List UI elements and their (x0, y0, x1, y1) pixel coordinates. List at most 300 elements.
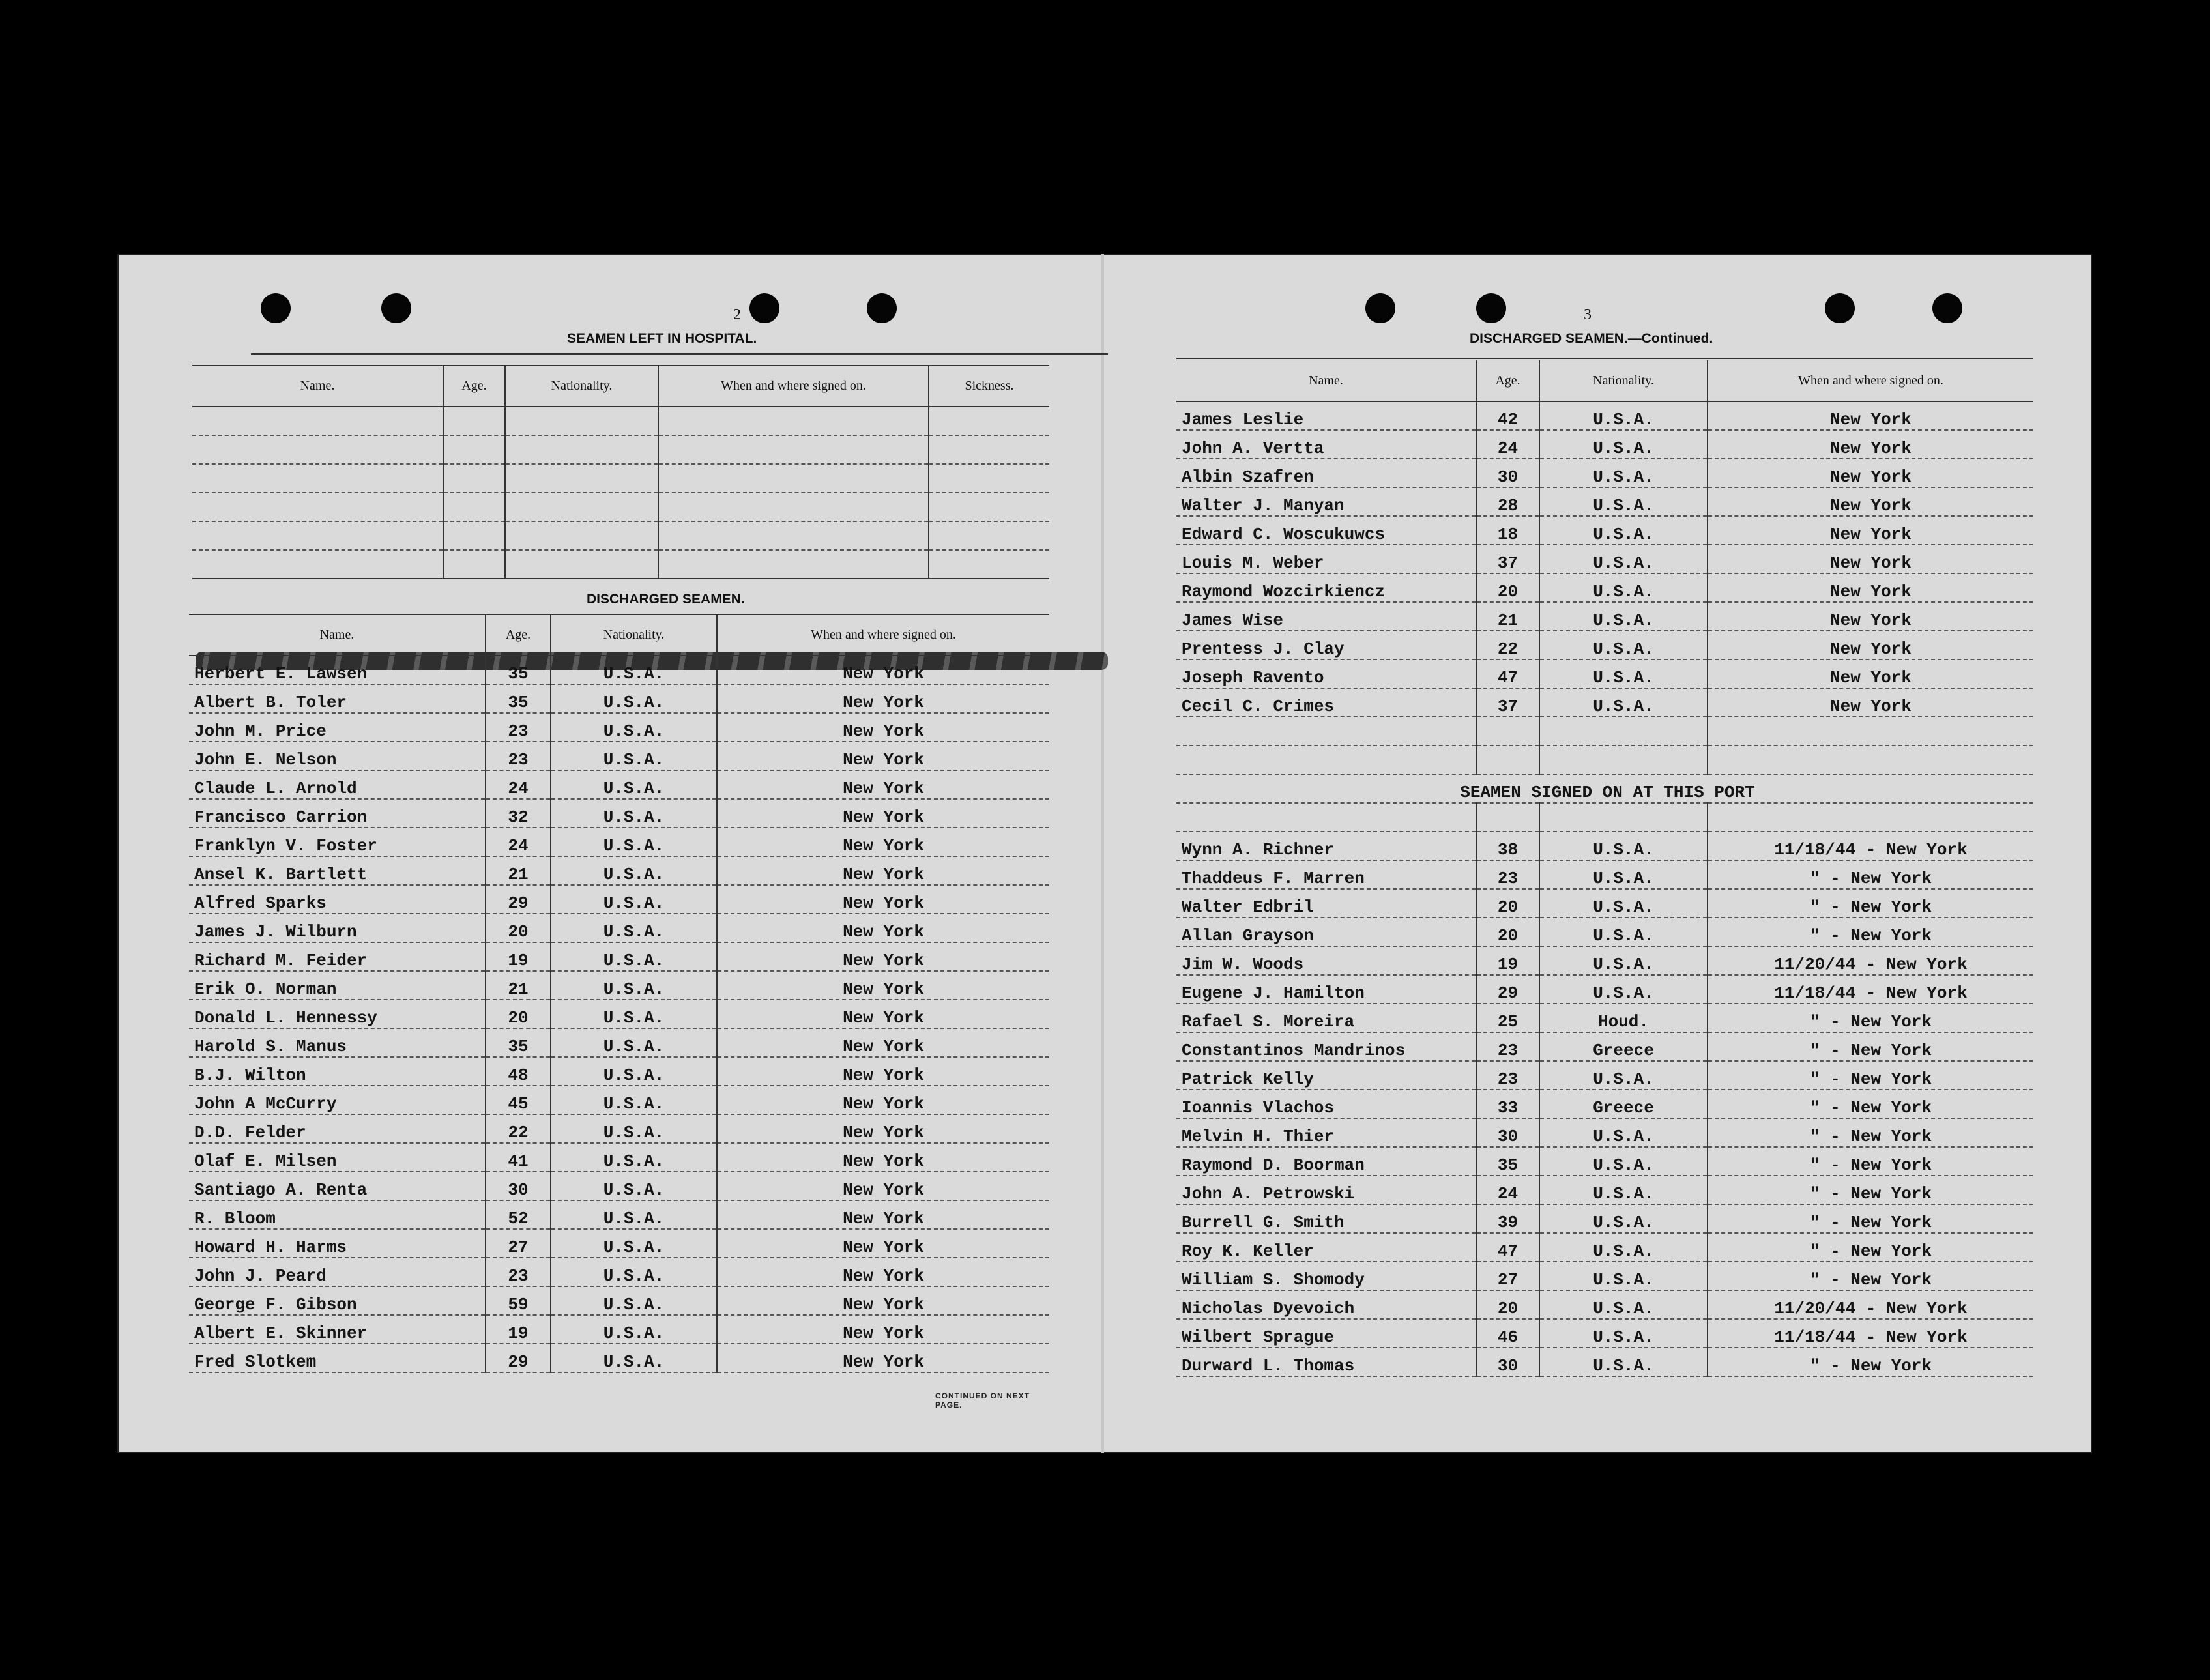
name-cell: Ioannis Vlachos (1176, 1090, 1476, 1118)
nationality-cell: U.S.A. (551, 971, 717, 1000)
name-cell: Cecil C. Crimes (1176, 688, 1476, 717)
age-cell: 20 (486, 914, 551, 942)
signed-on-cell: " - New York (1708, 1090, 2033, 1118)
age-cell (443, 464, 505, 493)
nationality-cell: U.S.A. (1539, 1262, 1708, 1290)
nationality-cell: U.S.A. (1539, 487, 1708, 516)
signed-on-cell: New York (717, 1086, 1049, 1114)
blank-cell (1176, 717, 1476, 746)
nationality-cell: U.S.A. (1539, 430, 1708, 459)
nationality-cell: U.S.A. (1539, 975, 1708, 1004)
nationality-cell: U.S.A. (551, 1172, 717, 1200)
table-row (1176, 459, 2033, 487)
age-cell: 23 (486, 1258, 551, 1286)
nationality-cell: U.S.A. (551, 1057, 717, 1086)
nationality-cell: U.S.A. (551, 799, 717, 828)
nationality-cell: U.S.A. (1539, 688, 1708, 717)
age-cell: 59 (486, 1286, 551, 1315)
column-header: Nationality. (505, 365, 658, 407)
name-cell: John A. Vertta (1176, 430, 1476, 459)
age-cell: 25 (1476, 1004, 1539, 1032)
signed-on-cell: " - New York (1708, 1176, 2033, 1204)
table-row (189, 914, 1049, 942)
column-header: Sickness. (929, 365, 1049, 407)
table-row (1176, 832, 2033, 860)
table-row (1176, 1176, 2033, 1204)
name-cell: John A. Petrowski (1176, 1176, 1476, 1204)
age-cell: 21 (486, 856, 551, 885)
table-row (1176, 688, 2033, 717)
signed-on-cell (658, 493, 929, 521)
age-cell: 20 (1476, 573, 1539, 602)
nationality-cell: U.S.A. (1539, 860, 1708, 889)
table-row (192, 550, 1049, 579)
signed-on-cell: New York (717, 942, 1049, 971)
signed-on-cell: New York (717, 799, 1049, 828)
age-cell: 23 (1476, 1061, 1539, 1090)
nationality-cell: U.S.A. (551, 684, 717, 713)
age-cell: 24 (1476, 430, 1539, 459)
nationality-cell: U.S.A. (1539, 1290, 1708, 1319)
nationality-cell: U.S.A. (551, 1200, 717, 1229)
table-row (1176, 889, 2033, 918)
nationality-cell (505, 435, 658, 464)
column-header: Name. (189, 614, 486, 656)
signed-on-cell: " - New York (1708, 1348, 2033, 1376)
page-fold (1101, 254, 1104, 1453)
age-cell: 20 (486, 1000, 551, 1028)
table-row (189, 1114, 1049, 1143)
table-row (1176, 1147, 2033, 1176)
name-cell: Patrick Kelly (1176, 1061, 1476, 1090)
name-cell: Albin Szafren (1176, 459, 1476, 487)
age-cell: 28 (1476, 487, 1539, 516)
signed-on-cell: New York (717, 656, 1049, 684)
age-cell (443, 493, 505, 521)
name-cell: Harold S. Manus (189, 1028, 486, 1057)
signed-on-cell: 11/20/44 - New York (1708, 1290, 2033, 1319)
age-cell: 21 (486, 971, 551, 1000)
blank-cell (1176, 746, 1476, 774)
table-row (1176, 1004, 2033, 1032)
nationality-cell: U.S.A. (1539, 573, 1708, 602)
table-row (1176, 659, 2033, 688)
name-cell: Ansel K. Bartlett (189, 856, 486, 885)
name-cell: Donald L. Hennessy (189, 1000, 486, 1028)
blank-cell (1539, 746, 1708, 774)
blank-cell (1708, 803, 2033, 832)
column-header: Nationality. (551, 614, 717, 656)
age-cell: 23 (486, 713, 551, 742)
name-cell: Walter J. Manyan (1176, 487, 1476, 516)
name-cell (192, 435, 443, 464)
name-cell: Roy K. Keller (1176, 1233, 1476, 1262)
hospital-section-title: SEAMEN LEFT IN HOSPITAL. (567, 331, 757, 346)
age-cell (443, 407, 505, 435)
table-row (189, 770, 1049, 799)
sickness-cell (929, 493, 1049, 521)
age-cell: 29 (486, 1344, 551, 1372)
name-cell: Joseph Ravento (1176, 659, 1476, 688)
signed-on-cell: 11/20/44 - New York (1708, 946, 2033, 975)
blank-cell (1539, 803, 1708, 832)
sickness-cell (929, 550, 1049, 579)
table-row (1176, 631, 2033, 659)
name-cell (192, 464, 443, 493)
table-row (189, 1086, 1049, 1114)
signed-on-cell: New York (1708, 545, 2033, 573)
nationality-cell: U.S.A. (1539, 1348, 1708, 1376)
signed-on-cell: " - New York (1708, 1061, 2033, 1090)
name-cell: Rafael S. Moreira (1176, 1004, 1476, 1032)
blank-cell (1539, 717, 1708, 746)
table-row (1176, 1319, 2033, 1348)
nationality-cell: U.S.A. (1539, 918, 1708, 946)
nationality-cell: U.S.A. (551, 1229, 717, 1258)
table-row (1176, 860, 2033, 889)
name-cell: William S. Shomody (1176, 1262, 1476, 1290)
name-cell: Edward C. Woscukuwcs (1176, 516, 1476, 545)
table-row (192, 493, 1049, 521)
blank-cell (1476, 746, 1539, 774)
signed-on-cell: New York (1708, 688, 2033, 717)
nationality-cell: U.S.A. (1539, 516, 1708, 545)
nationality-cell: U.S.A. (551, 856, 717, 885)
nationality-cell: U.S.A. (551, 1086, 717, 1114)
table-row (1176, 1290, 2033, 1319)
age-cell: 19 (486, 1315, 551, 1344)
name-cell: Francisco Carrion (189, 799, 486, 828)
table-row (189, 656, 1049, 684)
signed-on-cell: New York (717, 971, 1049, 1000)
signed-on-cell: New York (717, 770, 1049, 799)
signed-on-cell: New York (717, 1344, 1049, 1372)
nationality-cell: Greece (1539, 1032, 1708, 1061)
nationality-cell: U.S.A. (1539, 545, 1708, 573)
signed-on-cell: New York (717, 742, 1049, 770)
name-cell: Jim W. Woods (1176, 946, 1476, 975)
table-row (189, 942, 1049, 971)
signed-on-cell (658, 435, 929, 464)
page-number: 2 (733, 306, 741, 323)
signed-on-cell (658, 464, 929, 493)
name-cell: Santiago A. Renta (189, 1172, 486, 1200)
column-header: Age. (486, 614, 551, 656)
name-cell: D.D. Felder (189, 1114, 486, 1143)
name-cell: James Wise (1176, 602, 1476, 631)
sickness-cell (929, 464, 1049, 493)
name-cell: Constantinos Mandrinos (1176, 1032, 1476, 1061)
name-cell: Alfred Sparks (189, 885, 486, 914)
table-row (189, 885, 1049, 914)
name-cell: Franklyn V. Foster (189, 828, 486, 856)
name-cell: James Leslie (1176, 401, 1476, 430)
age-cell: 37 (1476, 688, 1539, 717)
age-cell: 48 (486, 1057, 551, 1086)
name-cell: James J. Wilburn (189, 914, 486, 942)
table-row (189, 1258, 1049, 1286)
name-cell: Melvin H. Thier (1176, 1118, 1476, 1147)
name-cell: John A McCurry (189, 1086, 486, 1114)
nationality-cell: U.S.A. (1539, 459, 1708, 487)
name-cell: Richard M. Feider (189, 942, 486, 971)
name-cell: Wynn A. Richner (1176, 832, 1476, 860)
sickness-cell (929, 407, 1049, 435)
signed-on-cell: 11/18/44 - New York (1708, 975, 2033, 1004)
age-cell: 32 (486, 799, 551, 828)
signed-on-cell: " - New York (1708, 918, 2033, 946)
nationality-cell: U.S.A. (1539, 631, 1708, 659)
signed-on-cell: 11/18/44 - New York (1708, 1319, 2033, 1348)
name-cell (192, 521, 443, 550)
age-cell: 29 (486, 885, 551, 914)
signed-on-cell: New York (1708, 401, 2033, 430)
table-row (189, 1286, 1049, 1315)
signed-on-heading: SEAMEN SIGNED ON AT THIS PORT (1176, 774, 2033, 803)
name-cell: Nicholas Dyevoich (1176, 1290, 1476, 1319)
table-row (1176, 1118, 2033, 1147)
signed-on-cell: " - New York (1708, 1204, 2033, 1233)
age-cell: 46 (1476, 1319, 1539, 1348)
nationality-cell: U.S.A. (1539, 1233, 1708, 1262)
column-header: Nationality. (1539, 360, 1708, 402)
name-cell (192, 407, 443, 435)
blank-cell (1708, 717, 2033, 746)
blank-cell (1176, 803, 1476, 832)
nationality-cell: U.S.A. (551, 828, 717, 856)
signed-on-cell: " - New York (1708, 1118, 2033, 1147)
table-row (189, 1200, 1049, 1229)
table-row (1176, 918, 2033, 946)
signed-on-cell: New York (717, 1114, 1049, 1143)
nationality-cell: U.S.A. (1539, 889, 1708, 918)
table-row (1176, 573, 2033, 602)
nationality-cell: U.S.A. (1539, 401, 1708, 430)
discharged-table (189, 613, 1049, 1373)
age-cell: 47 (1476, 1233, 1539, 1262)
name-cell: Howard H. Harms (189, 1229, 486, 1258)
column-header: Age. (1476, 360, 1539, 402)
age-cell: 30 (1476, 459, 1539, 487)
blank-row (1176, 803, 2033, 832)
table-row (189, 1344, 1049, 1372)
name-cell: Burrell G. Smith (1176, 1204, 1476, 1233)
nationality-cell (505, 464, 658, 493)
name-cell (192, 493, 443, 521)
table-row (1176, 1061, 2033, 1090)
age-cell: 33 (1476, 1090, 1539, 1118)
signed-on-heading-row (1176, 774, 2033, 803)
signed-on-cell: " - New York (1708, 1004, 2033, 1032)
punch-hole (1825, 293, 1855, 323)
age-cell: 45 (486, 1086, 551, 1114)
signed-on-cell: New York (717, 1258, 1049, 1286)
table-row (1176, 1032, 2033, 1061)
blank-cell (1476, 803, 1539, 832)
divider (251, 353, 1108, 355)
nationality-cell: U.S.A. (1539, 1147, 1708, 1176)
name-cell: Albert E. Skinner (189, 1315, 486, 1344)
punch-hole (749, 293, 779, 323)
name-cell: B.J. Wilton (189, 1057, 486, 1086)
column-header: Name. (192, 365, 443, 407)
nationality-cell: U.S.A. (1539, 602, 1708, 631)
table-row (189, 856, 1049, 885)
age-cell: 41 (486, 1143, 551, 1172)
age-cell: 23 (486, 742, 551, 770)
table-row (1176, 401, 2033, 430)
signed-on-cell: New York (717, 1172, 1049, 1200)
signed-on-cell: " - New York (1708, 1262, 2033, 1290)
column-header: Age. (443, 365, 505, 407)
signed-on-cell: " - New York (1708, 1233, 2033, 1262)
age-cell: 21 (1476, 602, 1539, 631)
signed-on-cell: New York (1708, 631, 2033, 659)
table-row (189, 1000, 1049, 1028)
nationality-cell: U.S.A. (1539, 946, 1708, 975)
signed-on-cell: New York (1708, 659, 2033, 688)
table-row (1176, 946, 2033, 975)
discharged-continued-table (1176, 358, 2033, 1377)
name-cell: Claude L. Arnold (189, 770, 486, 799)
blank-row (1176, 717, 2033, 746)
column-header: When and where signed on. (717, 614, 1049, 656)
name-cell: R. Bloom (189, 1200, 486, 1229)
signed-on-cell: New York (1708, 487, 2033, 516)
signed-on-cell: New York (1708, 602, 2033, 631)
sickness-cell (929, 435, 1049, 464)
name-cell: Fred Slotkem (189, 1344, 486, 1372)
name-cell: Thaddeus F. Marren (1176, 860, 1476, 889)
signed-on-cell: " - New York (1708, 1147, 2033, 1176)
continued-note: CONTINUED ON NEXT PAGE. (935, 1391, 1030, 1410)
table-row (1176, 516, 2033, 545)
signed-on-cell (658, 407, 929, 435)
punch-hole (867, 293, 897, 323)
nationality-cell: U.S.A. (551, 1344, 717, 1372)
table-row (1176, 1090, 2033, 1118)
signed-on-cell: " - New York (1708, 1032, 2033, 1061)
nationality-cell: U.S.A. (551, 1114, 717, 1143)
punch-hole (261, 293, 291, 323)
signed-on-cell: New York (717, 1057, 1049, 1086)
table-row (1176, 1233, 2033, 1262)
name-cell: Raymond D. Boorman (1176, 1147, 1476, 1176)
nationality-cell: U.S.A. (551, 914, 717, 942)
table-row (189, 799, 1049, 828)
nationality-cell: U.S.A. (1539, 1204, 1708, 1233)
nationality-cell: U.S.A. (551, 1258, 717, 1286)
table-row (1176, 1262, 2033, 1290)
signed-on-cell: " - New York (1708, 860, 2033, 889)
table-row (1176, 430, 2033, 459)
name-cell: Prentess J. Clay (1176, 631, 1476, 659)
age-cell: 52 (486, 1200, 551, 1229)
nationality-cell: U.S.A. (551, 742, 717, 770)
age-cell: 35 (486, 656, 551, 684)
table-row (1176, 602, 2033, 631)
name-cell: George F. Gibson (189, 1286, 486, 1315)
sickness-cell (929, 521, 1049, 550)
name-cell (192, 550, 443, 579)
nationality-cell: Greece (1539, 1090, 1708, 1118)
table-row (1176, 487, 2033, 516)
nationality-cell: U.S.A. (551, 1028, 717, 1057)
age-cell: 35 (486, 1028, 551, 1057)
age-cell: 38 (1476, 832, 1539, 860)
signed-on-cell: New York (1708, 430, 2033, 459)
table-row (189, 828, 1049, 856)
name-cell: Raymond Wozcirkiencz (1176, 573, 1476, 602)
age-cell: 30 (486, 1172, 551, 1200)
signed-on-cell: New York (717, 713, 1049, 742)
blank-cell (1708, 746, 2033, 774)
nationality-cell (505, 521, 658, 550)
name-cell: Wilbert Sprague (1176, 1319, 1476, 1348)
age-cell (443, 521, 505, 550)
age-cell: 19 (486, 942, 551, 971)
punch-hole (1365, 293, 1395, 323)
name-cell: John M. Price (189, 713, 486, 742)
nationality-cell: U.S.A. (1539, 1319, 1708, 1348)
table-row (1176, 1204, 2033, 1233)
punch-hole (1932, 293, 1962, 323)
nationality-cell: U.S.A. (1539, 832, 1708, 860)
name-cell: Herbert E. Lawsen (189, 656, 486, 684)
blank-cell (1476, 717, 1539, 746)
left-page (176, 254, 1036, 1453)
signed-on-cell: New York (717, 828, 1049, 856)
nationality-cell: U.S.A. (551, 770, 717, 799)
table-row (192, 407, 1049, 435)
nationality-cell: U.S.A. (1539, 659, 1708, 688)
table-row (189, 1229, 1049, 1258)
table-row (1176, 545, 2033, 573)
table-row (189, 1028, 1049, 1057)
age-cell: 30 (1476, 1348, 1539, 1376)
signed-on-cell (658, 521, 929, 550)
age-cell: 30 (1476, 1118, 1539, 1147)
age-cell: 35 (486, 684, 551, 713)
nationality-cell: U.S.A. (551, 1286, 717, 1315)
age-cell (443, 550, 505, 579)
name-cell: Eugene J. Hamilton (1176, 975, 1476, 1004)
age-cell: 23 (1476, 1032, 1539, 1061)
punch-hole (381, 293, 411, 323)
name-cell: John E. Nelson (189, 742, 486, 770)
signed-on-cell: New York (717, 1000, 1049, 1028)
age-cell: 22 (486, 1114, 551, 1143)
signed-on-cell: New York (717, 1200, 1049, 1229)
table-row (189, 684, 1049, 713)
signed-on-cell: " - New York (1708, 889, 2033, 918)
signed-on-cell: New York (717, 914, 1049, 942)
age-cell: 24 (486, 770, 551, 799)
table-row (192, 464, 1049, 493)
age-cell: 27 (1476, 1262, 1539, 1290)
age-cell: 20 (1476, 1290, 1539, 1319)
punch-hole (1476, 293, 1506, 323)
right-page (1176, 254, 2037, 1453)
signed-on-cell: New York (717, 1315, 1049, 1344)
signed-on-cell: New York (717, 856, 1049, 885)
age-cell: 20 (1476, 889, 1539, 918)
nationality-cell: U.S.A. (1539, 1061, 1708, 1090)
table-row (1176, 1348, 2033, 1376)
signed-on-cell: New York (1708, 516, 2033, 545)
signed-on-cell (658, 550, 929, 579)
table-row (192, 435, 1049, 464)
